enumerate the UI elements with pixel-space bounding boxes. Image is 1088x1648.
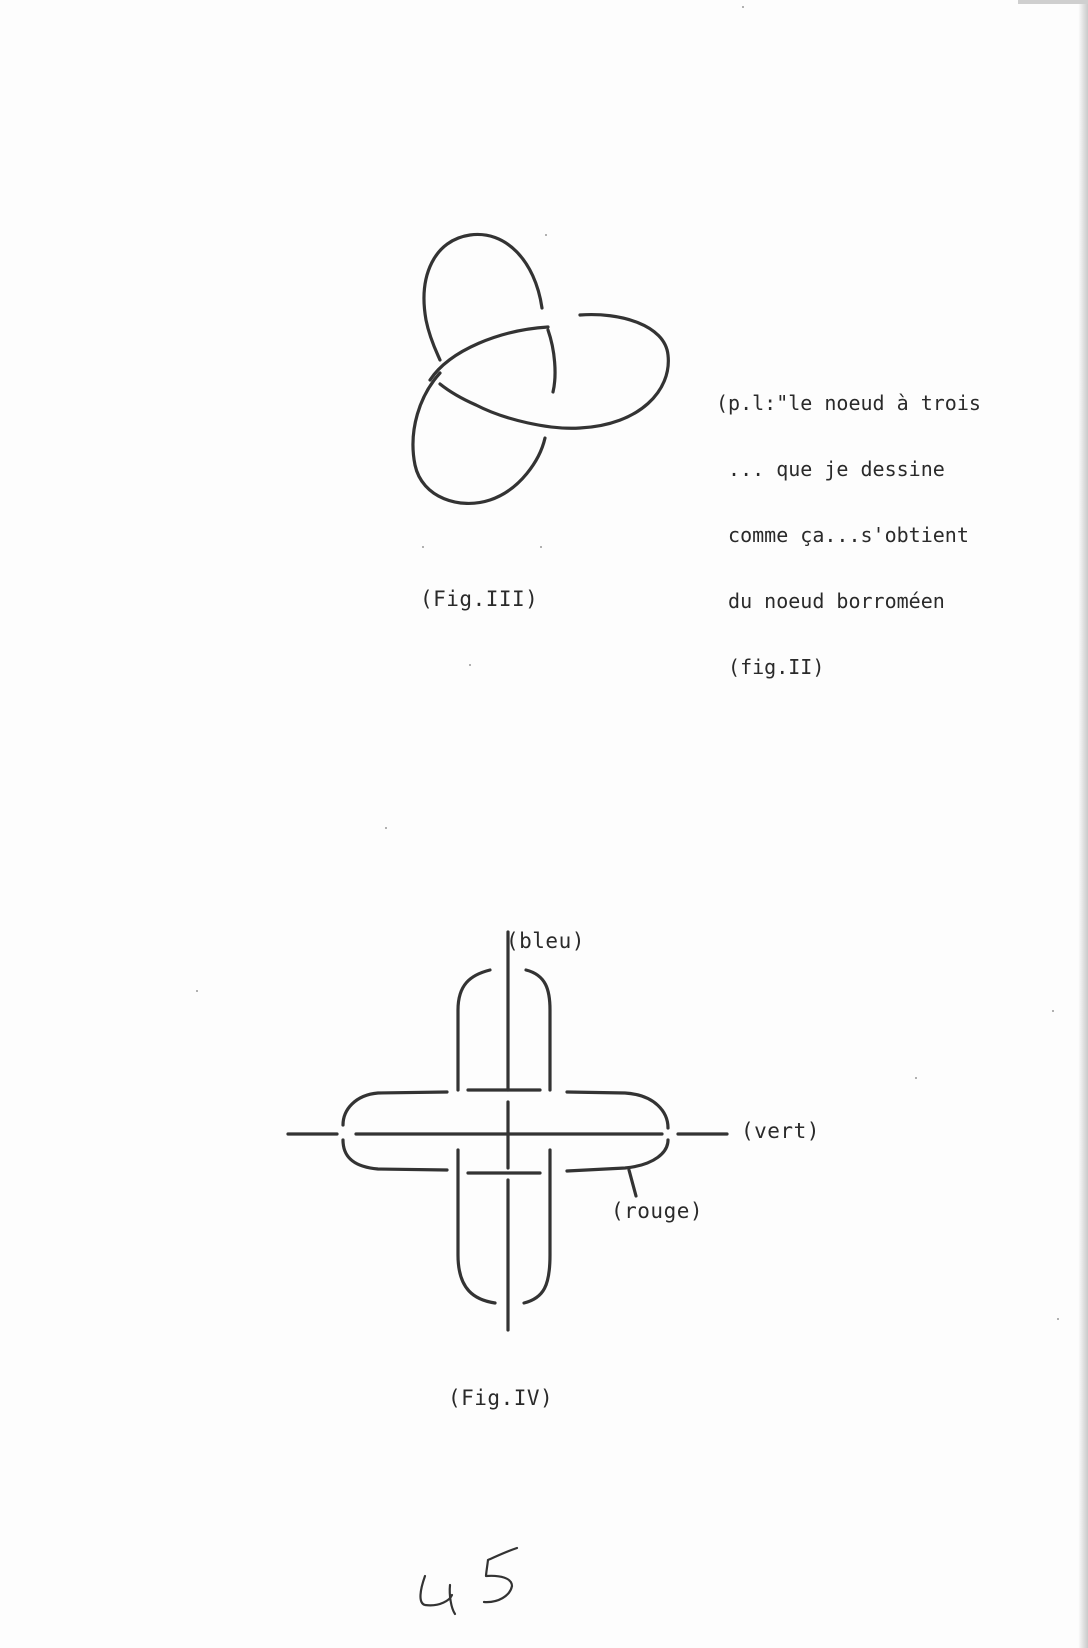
horizontal-capsule-top-right	[567, 1092, 668, 1128]
speck	[742, 6, 744, 8]
speck	[422, 546, 424, 548]
note-line-1: (p.l:"le noeud à trois	[716, 391, 981, 415]
trefoil-strand-2	[430, 327, 548, 380]
speck	[385, 827, 387, 829]
trefoil-strand-3	[548, 330, 555, 392]
label-bleu: (bleu)	[506, 929, 585, 953]
borromean-cross-figure	[280, 925, 740, 1349]
vertical-capsule-right-top	[526, 970, 550, 1090]
note-line-5: (fig.II)	[716, 655, 825, 679]
digit-5-stroke	[484, 1548, 517, 1602]
trefoil-knot-figure	[400, 225, 690, 519]
trefoil-knot-drawing	[400, 225, 690, 515]
speck	[540, 546, 542, 548]
note-line-4: du noeud borroméen	[716, 589, 945, 613]
note-line-3: comme ça...s'obtient	[716, 523, 969, 547]
speck	[1057, 1318, 1059, 1320]
handwritten-page-number	[410, 1540, 520, 1634]
page-number-glyphs	[410, 1540, 520, 1630]
horizontal-capsule-left-end	[343, 1140, 447, 1170]
speck	[545, 234, 547, 236]
horizontal-capsule-bottom-right	[567, 1140, 668, 1171]
speck	[196, 990, 198, 992]
borromean-cross-drawing	[280, 925, 740, 1345]
rouge-leader-line	[629, 1170, 636, 1196]
vertical-capsule-left-top	[458, 970, 490, 1090]
trefoil-strand-5	[413, 373, 545, 503]
annotation-note	[716, 348, 981, 722]
figure-3-caption: (Fig.III)	[420, 587, 539, 611]
speck	[469, 664, 471, 666]
label-vert: (vert)	[741, 1119, 820, 1143]
digit-4-stroke	[420, 1576, 455, 1614]
page-edge-shadow	[1078, 0, 1088, 1648]
note-line-2: ... que je dessine	[716, 457, 945, 481]
horizontal-capsule-top-left	[343, 1092, 447, 1125]
speck	[915, 1077, 917, 1079]
label-rouge: (rouge)	[611, 1199, 704, 1223]
speck	[1052, 1010, 1054, 1012]
figure-4-caption: (Fig.IV)	[448, 1386, 554, 1410]
page-edge-mark	[1018, 0, 1088, 4]
